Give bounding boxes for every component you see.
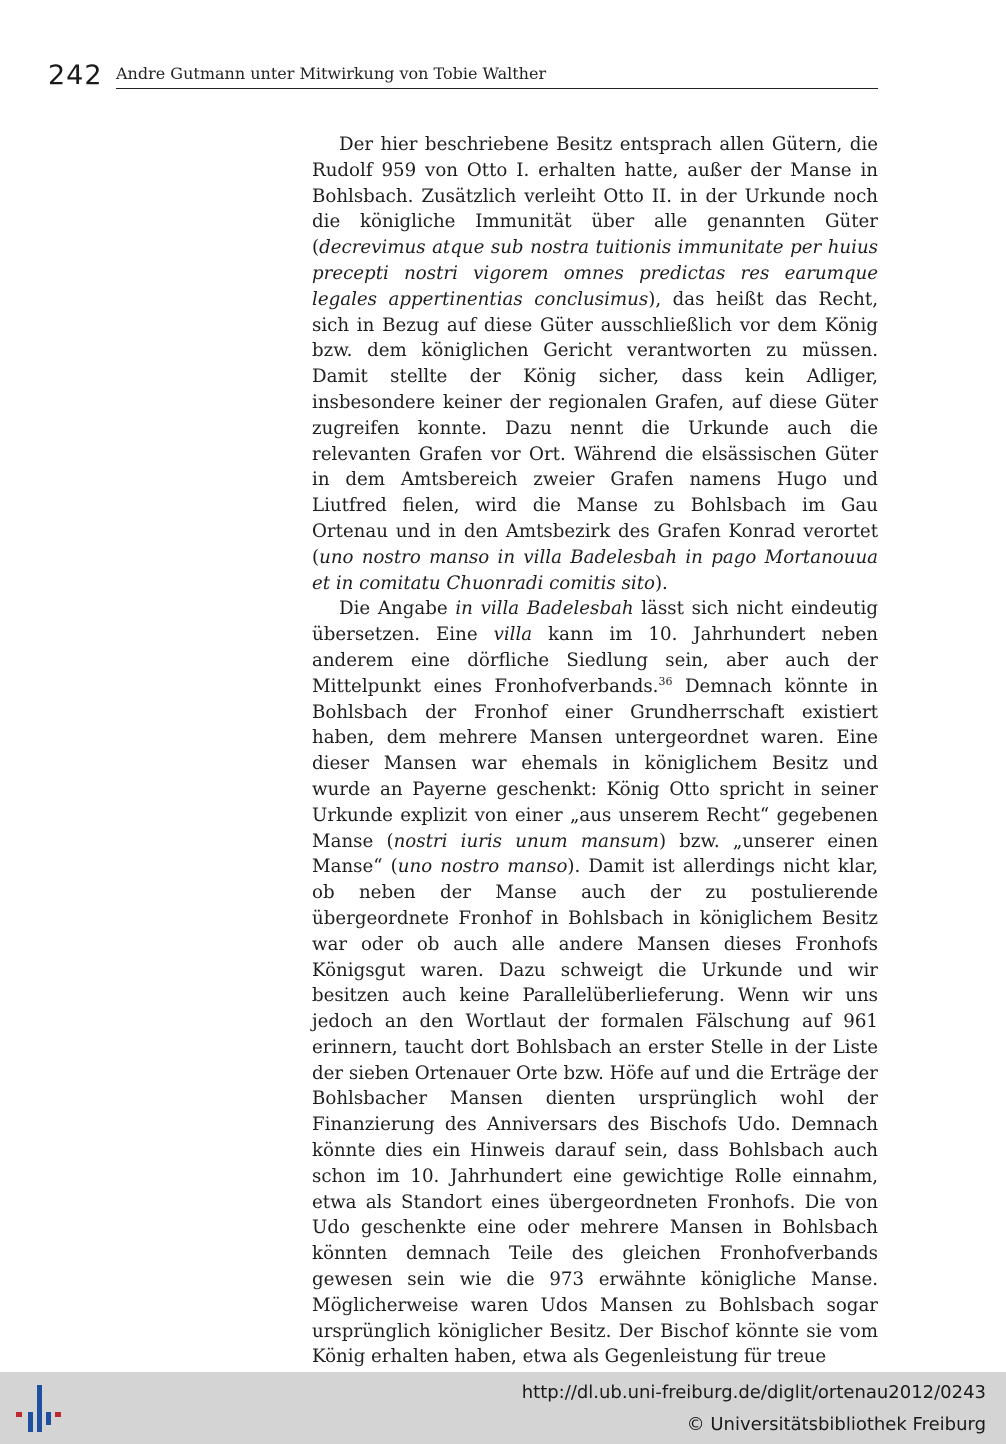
footer-bar [0,1372,1006,1444]
paragraph-2 [312,596,878,1370]
text-run: ). [654,572,668,594]
logo-bar [16,1412,22,1417]
latin-quote: uno nostro manso in villa Badelesbah in pago Mortanouua et in comitatu Chuonradi comitis sito [312,546,878,594]
source-url-link[interactable]: http://dl.ub.uni-freiburg.de/diglit/ortenau2012/0243 [521,1382,986,1403]
logo-bar [46,1412,51,1425]
latin-quote: uno nostro manso [397,856,568,878]
header-rule [116,88,878,89]
text-run: lässt sich nicht eindeutig übersetzen. Eine [312,598,879,646]
logo-bar [28,1412,33,1432]
logo-bar [55,1412,61,1417]
text-run: ) bzw. „unserer einen Manse“ ( [312,830,878,878]
running-title: Andre Gutmann unter Mitwirkung von Tobie Walther [116,64,547,83]
text-run: ). Damit ist allerdings nicht klar, ob neben der Manse auch der zu postulierende übergeordnete Fronhof in Bohlsbach in königlichem Besitz war oder ob auch alle andere Mansen dieses Fronhofs Königsgut waren. Dazu schweigt die Urkunde und wir besitzen auch keine Parallelüberlieferung. Wenn wir uns jedoch an den Wortlaut der formalen Fälschung auf 961 erinnern, taucht dort Bohlsbach an erster Stelle in der Liste der sieben Ortenauer Orte bzw. Höfe auf und die Erträge der Bohlsbacher Mansen dienten ursprünglich wohl der Finanzierung des Anniversars des Bischofs Udo. Demnach könnte dies ein Hinweis darauf sein, dass Bohlsbach auch schon im 10. Jahrhundert eine gewichtige Rolle einnahm, etwa als Standort eines übergeordneten Fronhofs. Die von Udo geschenkte eine oder mehrere Mansen in Bohlsbach könnten demnach Teile des gleichen Fronhofverbands gewesen sein wie die 973 erwähnte königliche Manse. Möglicherweise waren Udos Mansen zu Bohlsbach sogar ursprünglich königlicher Besitz. Der Bischof könnte sie vom König erhalten haben, etwa als Gegenleistung für treue [312,856,878,1368]
latin-quote: in villa Badelesbah [455,598,634,620]
page-number: 242 [48,60,103,91]
text-run: Der hier beschriebene Besitz entsprach allen Gütern, die Rudolf 959 von Otto I. erhalten hatte, außer der Manse in Bohlsbach. Zusätzlich verleiht Otto II. in der Urkunde noch die königliche Immunität über alle genannten Güter ( [312,134,878,259]
logo-bar [37,1385,42,1432]
latin-term: villa [493,624,533,646]
footnote-ref[interactable]: 36 [658,674,673,688]
paragraph-1 [312,132,878,596]
body-text [312,132,878,1370]
text-run: ), das heißt das Recht, sich in Bezug auf diese Güter ausschließlich vor dem König bzw. dem königlichen Gericht verantworten zu müssen. Damit stellte der König sicher, dass kein Adliger, insbesondere keiner der regionalen Grafen, auf diese Güter zugreifen konnte. Dazu nennt die Urkunde auch die relevanten Grafen vor Ort. Während die elsässischen Güter in dem Amtsbereich zweier Grafen namens Hugo und Liutfred fielen, wird die Manse zu Bohlsbach im Gau Ortenau und in den Amtsbezirk des Grafen Konrad verortet ( [312,288,878,568]
copyright-notice: © Universitätsbibliothek Freiburg [686,1414,986,1435]
text-run: Die Angabe [339,598,456,620]
text-run: Demnach könnte in Bohlsbach der Fronhof einer Grundherrschaft existiert haben, dem mehrere Mansen untergeordnet waren. Eine dieser Mansen war ehemals in königlichem Besitz und wurde an Payerne geschenkt: König Otto spricht in seiner Urkunde explizit von einer „aus unserem Recht“ gegebenen Manse ( [312,675,878,852]
latin-quote: nostri iuris unum mansum [393,830,659,852]
text-run: kann im 10. Jahrhundert neben anderem eine dörfliche Siedlung sein, aber auch der Mittelpunkt eines Fronhofverbands. [312,624,878,697]
ub-freiburg-logo-icon [12,1383,68,1433]
latin-quote: decrevimus atque sub nostra tuitionis immunitate per huius precepti nostri vigorem omnes predictas res earumque legales appertinentias conclusimus [312,237,878,310]
